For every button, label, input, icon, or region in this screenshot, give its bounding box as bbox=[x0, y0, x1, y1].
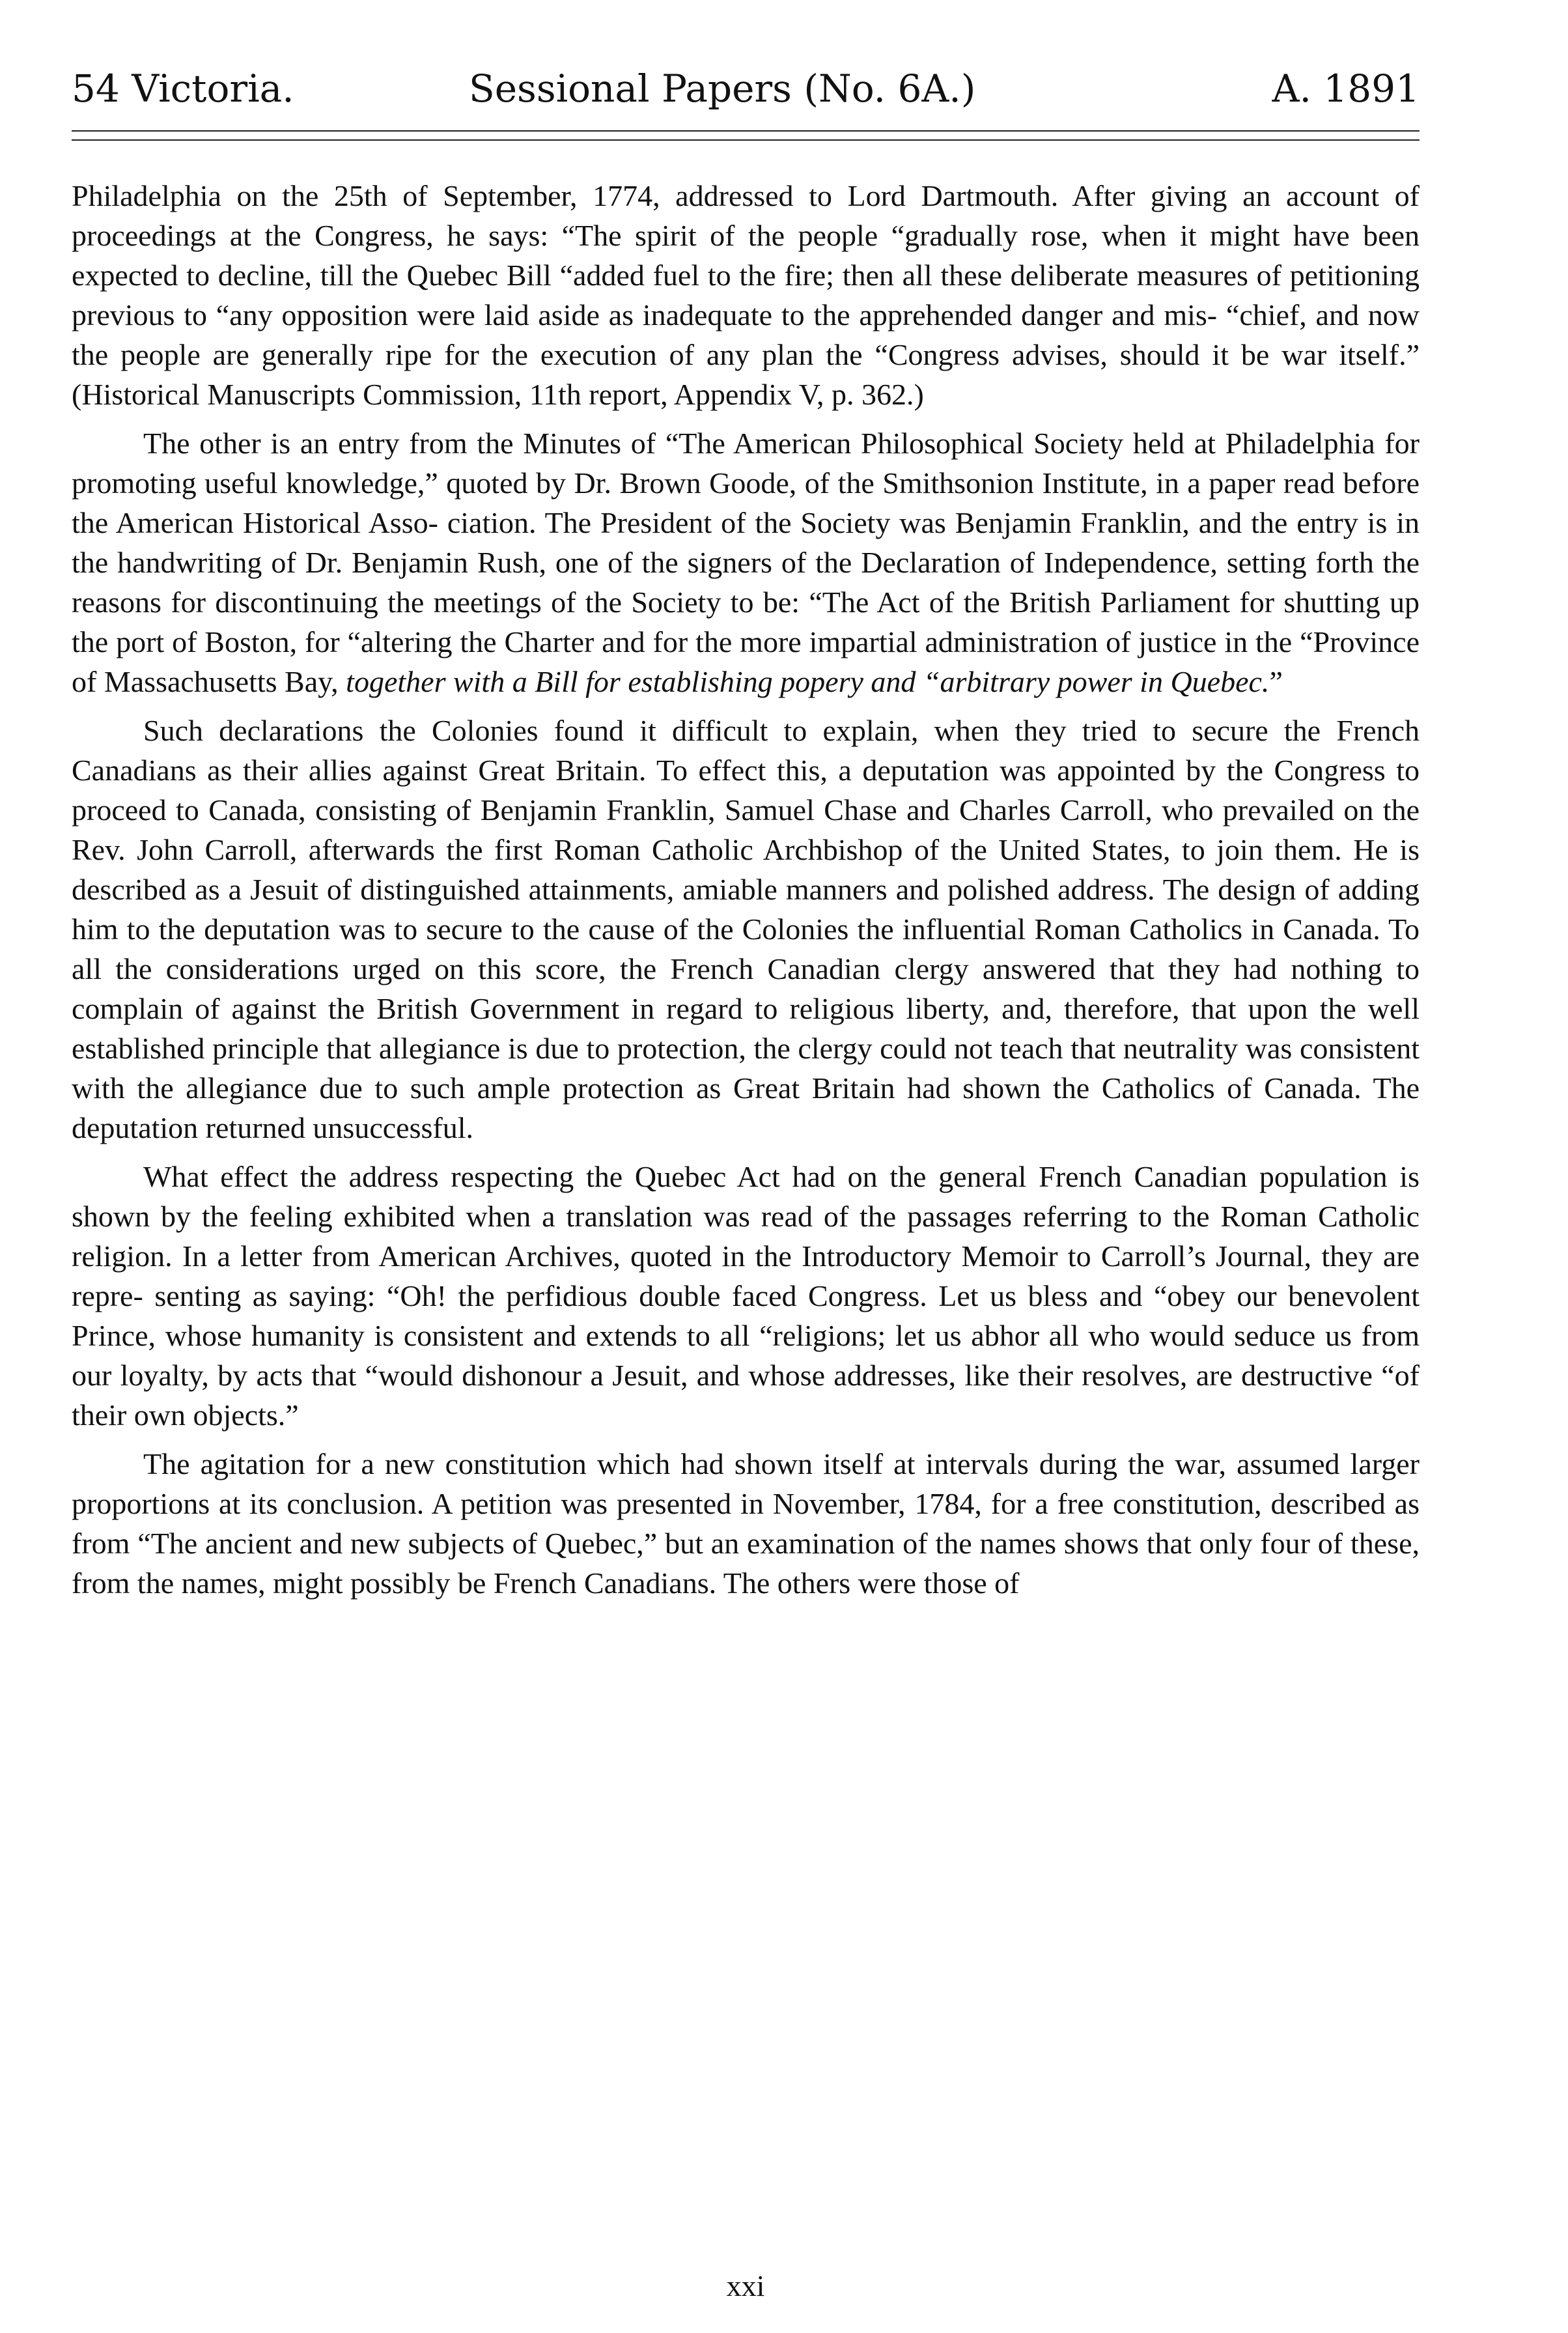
paragraph-4: What effect the address respecting the Quebec Act had on the general French Canadian population is shown by the feeling exhibited when a translation was read of the passages referring to the Roman Catholic religion. In a letter from American Archives, quoted in the Introductory Memoir to Carroll’s Journal, they are repre- senting as saying: “Oh! the perfidious double faced Congress. Let us bless and “obey our benevolent Prince, whose humanity is consistent and extends to all “religions; let us abhor all who would seduce us from our loyalty, by acts that “would dishonour a Jesuit, and whose addresses, like their resolves, are destructive “of their own objects.” bbox=[72, 1160, 1420, 1432]
document-page bbox=[72, 52, 1420, 2306]
paragraph-2-text: The other is an entry from the Minutes of “The American Philosophical Society held at Philadelphia for promoting useful knowledge,” quoted by Dr. Brown Goode, of the Smithsonion Institute, in a paper read before the American Historical Asso- ciation. The President of the Society was Benjamin Franklin, and the entry is in the handwriting of Dr. Benjamin Rush, one of the signers of the Declaration of Independence, setting forth the reasons for discontinuing the meetings of the Society to be: “The Act of the British Parliament for shutting up the port of Boston, for “altering the Charter and for the more impartial administration of justice in the “Province of Massachusetts Bay, bbox=[72, 427, 1420, 698]
body-text bbox=[72, 176, 1420, 1612]
header-year: A. 1891 bbox=[1272, 66, 1420, 111]
paragraph-2-italic-text: together with a Bill for establishing popery and “arbitrary power in Quebec. bbox=[346, 665, 1270, 698]
page-number: xxi bbox=[726, 2269, 765, 2302]
header-rule-bottom bbox=[72, 139, 1420, 141]
paragraph-1: Philadelphia on the 25th of September, 1774, addressed to Lord Dartmouth. After giving an account of proceedings at the Congress, he says: “The spirit of the people “gradually rose, when it might have been expected to decline, till the Quebec Bill “added fuel to the fire; then all these deliberate measures of petitioning previous to “any opposition were laid aside as inadequate to the apprehended danger and mis- “chief, and now the people are generally ripe for the execution of any plan the “Congress advises, should it be war itself.” (Historical Manuscripts Commission, 11th report, Appendix V, p. 362.) bbox=[72, 179, 1420, 411]
paragraph-3: Such declarations the Colonies found it difficult to explain, when they tried to secure the French Canadians as their allies against Great Britain. To effect this, a deputation was appointed by the Congress to proceed to Canada, consisting of Benjamin Franklin, Samuel Chase and Charles Carroll, who prevailed on the Rev. John Carroll, afterwards the first Roman Catholic Archbishop of the United States, to join them. He is described as a Jesuit of distinguished attainments, amiable manners and polished address. The design of adding him to the deputation was to secure to the cause of the Colonies the influential Roman Catholics in Canada. To all the considerations urged on this score, the French Canadian clergy answered that they had nothing to complain of against the British Government in regard to religious liberty, and, therefore, that upon the well established principle that allegiance is due to protection, the clergy could not teach that neutrality was consistent with the allegiance due to such ample protection as Great Britain had shown the Catholics of Canada. The deputation returned unsuccessful. bbox=[72, 714, 1420, 1144]
paragraph-2-closing-quote: ” bbox=[1269, 665, 1283, 698]
page-header bbox=[72, 52, 1420, 130]
paragraph-5: The agitation for a new constitution which had shown itself at intervals during the war, assumed larger proportions at its conclusion. A petition was presented in November, 1784, for a free constitution, described as from “The ancient and new subjects of Quebec,” but an examination of the names shows that only four of these, from the names, might possibly be French Canadians. The others were those of bbox=[72, 1447, 1420, 1600]
header-title: Sessional Papers (No. 6A.) bbox=[469, 66, 976, 111]
header-volume: 54 Victoria. bbox=[72, 66, 294, 111]
paragraph-2 bbox=[72, 423, 1420, 701]
header-rule-top bbox=[72, 130, 1420, 132]
